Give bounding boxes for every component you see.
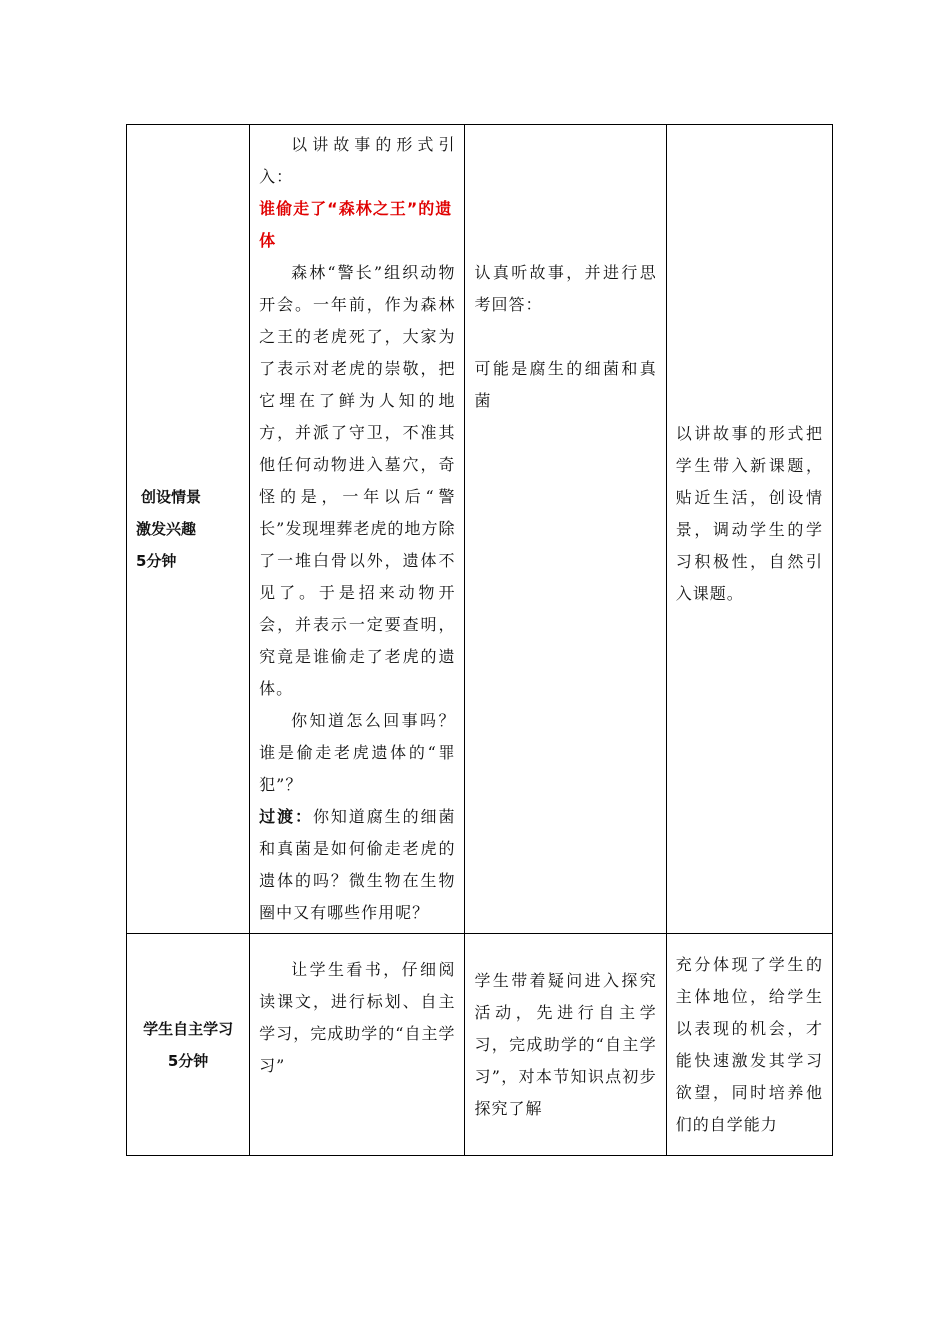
stage-line: 5分钟: [167, 1051, 209, 1070]
story-title: 谁偷走了“森林之王”的遗体: [259, 199, 453, 250]
transition-label: 过渡：: [259, 807, 313, 826]
student-text: 学生带着疑问进入探究活动，先进行自主学习，完成助学的“自主学习”，对本节知识点初步探究了解: [474, 970, 657, 1118]
teacher-activity-cell: [250, 125, 465, 934]
design-intent: [667, 945, 832, 1145]
intent-text: 充分体现了学生的主体地位，给学生以表现的机会，才能快速激发其学习欲望，同时培养他们的自学能力: [675, 954, 823, 1134]
transition-text: 你知道腐生的细菌和真菌是如何偷走老虎的遗体的吗？微生物在生物圈中又有哪些作用呢？: [259, 807, 456, 922]
stage-label: [127, 481, 249, 513]
teacher-text: 让学生看书，仔细阅读课文，进行标划、自主学习，完成助学的“自主学习”: [259, 960, 456, 1075]
intro-text: 以讲故事的形式引入：: [259, 135, 456, 186]
stage-line: 5分钟: [136, 552, 177, 570]
student-response-1: 认真听故事，并进行思考回答：: [474, 263, 657, 314]
question-text: 你知道怎么回事吗？谁是偷走老虎遗体的“罪犯”？: [259, 711, 456, 794]
stage-line: 创设情景: [141, 488, 202, 506]
story-text: 森林“警长”组织动物开会。一年前，作为森林之王的老虎死了，大家为了表示对老虎的崇敬，把它埋在了鲜为人知的地方，并派了守卫，不准其他任何动物进入墓穴，奇怪的是，一年以后“警长”发现埋葬老虎的地方除了一堆白骨以外，遗体不见了。于是招来动物开会，并表示一定要查明，究竟是谁偷走了老虎的遗体。: [259, 263, 456, 698]
lesson-plan-table: [126, 124, 833, 1156]
student-activity: [465, 961, 665, 1129]
table-row: [127, 934, 833, 1156]
design-intent: [667, 414, 832, 644]
design-intent-cell: [666, 934, 832, 1156]
design-intent-cell: [666, 125, 832, 934]
student-response-2: 可能是腐生的细菌和真菌: [474, 359, 657, 410]
transition-paragraph: [259, 801, 455, 929]
stage-label: [127, 1013, 249, 1077]
teacher-activity-cell: [250, 934, 465, 1156]
stage-line: 激发兴趣: [136, 520, 197, 538]
stage-line: 学生自主学习: [143, 1019, 234, 1038]
student-activity: [465, 125, 665, 421]
student-activity-cell: [465, 934, 666, 1156]
stage-label: [127, 513, 249, 577]
table-row: [127, 125, 833, 934]
student-activity-cell: [465, 125, 666, 934]
stage-cell: [127, 125, 250, 934]
stage-cell: [127, 934, 250, 1156]
intent-text: 以讲故事的形式把学生带入新课题，贴近生活，创设情景，调动学生的学习积极性，自然引入课题。: [675, 424, 823, 603]
teacher-activity: [250, 934, 464, 1086]
teacher-activity: [250, 125, 464, 933]
